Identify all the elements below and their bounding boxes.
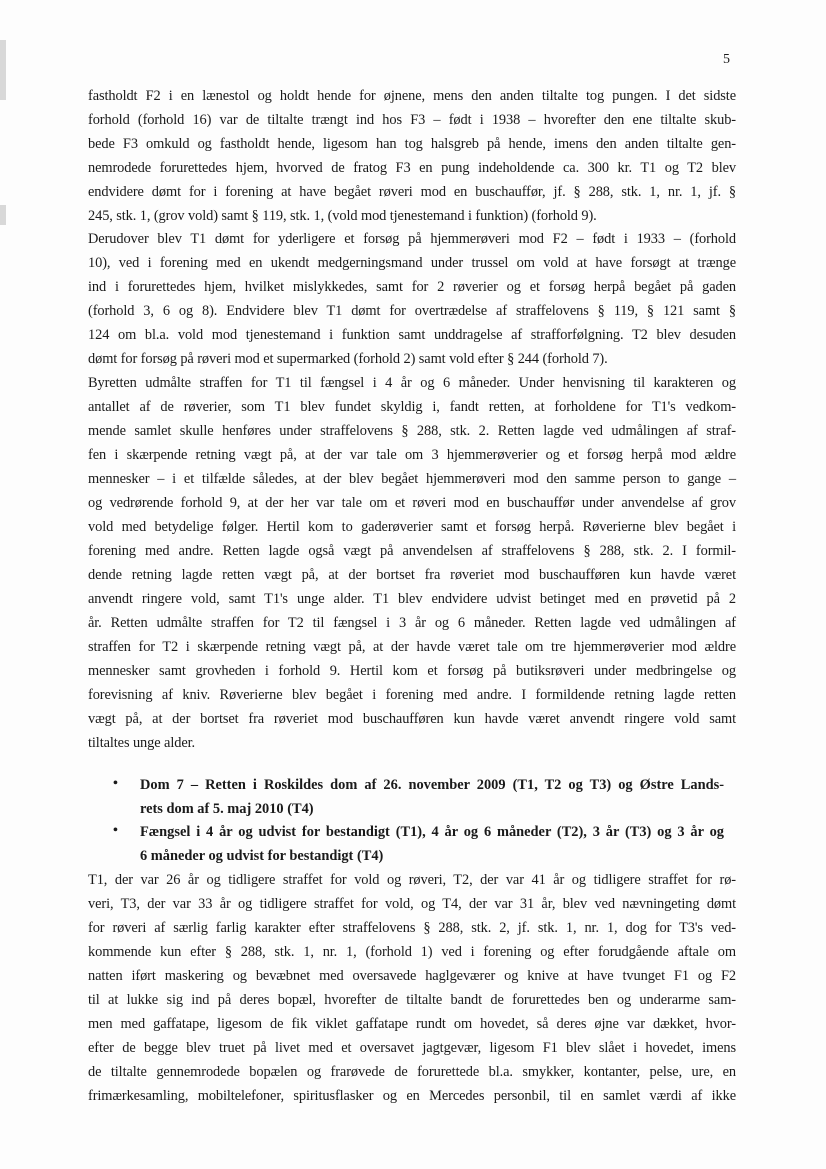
text-line: veri, T3, der var 33 år og tidligere straffet for vold, og T4, der var 31 år, blev ved nævningeting dømt <box>88 896 736 912</box>
bullet-text-line: Dom 7 – Retten i Roskildes dom af 26. november 2009 (T1, T2 og T3) og Østre Lands- <box>140 777 724 793</box>
text-line: ind i forurettedes hjem, hvilket mislykkedes, samt for 2 røverier og et forsøg herpå begået på gaden <box>88 279 736 295</box>
text-line: straffen for T2 i skærpende retning vægt på, at der havde været tale om tre hjemmerøverier mod ældre <box>88 639 736 655</box>
text-line: dende retning lagde retten vægt på, at der bortset fra røveriet mod buschaufføren kun havde været <box>88 567 736 583</box>
text-line: efter de begge blev truet på livet med et oversavet jagtgevær, ligesom F1 blev slået i hovedet, imens <box>88 1040 736 1056</box>
bullet-text-line: 6 måneder og udvist for bestandigt (T4) <box>140 848 384 864</box>
text-line: antallet af de røverier, som T1 blev fundet skyldig i, fandt retten, at forholdene for T1's vedkom- <box>88 399 736 415</box>
text-line: vægt på, at der bortset fra røveriet mod buschaufføren kun havde været anvendt ringere vold samt <box>88 711 736 727</box>
text-line: fen i skærpende retning vægt på, at der var tale om 3 hjemmerøverier og et forsøg herpå mod ældre <box>88 447 736 463</box>
text-line: T1, der var 26 år og tidligere straffet for vold og røveri, T2, der var 41 år og tidligere straffet for rø- <box>88 872 736 888</box>
text-line: Byretten udmålte straffen for T1 til fængsel i 4 år og 6 måneder. Under henvisning til karakteren og <box>88 375 736 391</box>
text-line: for røveri af særlig farlig karakter efter straffelovens § 288, stk. 2, jf. stk. 1, nr. 1, dog for T3's ved- <box>88 920 736 936</box>
text-line: Derudover blev T1 dømt for yderligere et forsøg på hjemmerøveri mod F2 – født i 1933 – (forhold <box>88 231 736 247</box>
text-line: forening med andre. Retten lagde også vægt på anvendelsen af straffelovens § 288, stk. 2. I formil- <box>88 543 736 559</box>
text-line: og vedrørende forhold 9, at der her var tale om et røveri mod en buschauffør under anvendelse af grov <box>88 495 736 511</box>
text-line: 124 om bl.a. vold mod tjenestemand i funktion samt unddragelse af strafforfølgning. T2 blev desuden <box>88 327 736 343</box>
scan-edge-artifact <box>0 40 6 100</box>
text-line: men med gaffatape, ligesom de fik viklet gaffatape rundt om hovedet, så deres øjne var dækket, hvor- <box>88 1016 736 1032</box>
text-line: mennesker – i et tilfælde således, at der blev begået hjemmerøveri mod den samme person to gange – <box>88 471 736 487</box>
scan-edge-artifact <box>0 205 6 225</box>
text-line: forevisning af kniv. Røverierne blev begået i forening med andre. I formildende retning lagde retten <box>88 687 736 703</box>
text-line: bede F3 omkuld og fastholdt hende, ligesom han tog halsgreb på hende, imens den anden tiltalte gen- <box>88 136 736 152</box>
text-line: nemrodede forurettedes hjem, hvorved de fratog F3 en pung indeholdende ca. 300 kr. T1 og T2 blev <box>88 160 736 176</box>
text-line: frimærkesamling, mobiltelefoner, spiritusflasker og en Mercedes personbil, til en samlet værdi af ikke <box>88 1088 736 1104</box>
text-line: forhold (forhold 16) var de tiltalte trængt ind hos F3 – født i 1938 – hvorefter den ene tiltalte skub- <box>88 112 736 128</box>
text-line: vold med betydelige følger. Hertil kom to gaderøverier samt et forsøg herpå. Røverierne blev begået i <box>88 519 736 535</box>
text-line: kommende kun efter § 288, stk. 1, nr. 1, (forhold 1) ved i forening og efter forudgående aftale om <box>88 944 736 960</box>
text-line: mennesker samt grovheden i forhold 9. Hertil kom et forsøg på butiksrøveri under medbringelse og <box>88 663 736 679</box>
page-number: 5 <box>723 52 730 67</box>
text-line: år. Retten udmålte straffen for T2 til fængsel i 3 år og 6 måneder. Retten lagde ved udmålingen af <box>88 615 736 631</box>
text-line: 245, stk. 1, (grov vold) samt § 119, stk. 1, (vold mod tjenestemand i funktion) (forhold 9). <box>88 208 597 224</box>
bullet-text-line: rets dom af 5. maj 2010 (T4) <box>140 801 314 817</box>
text-line: mende samlet skulle henføres under straffelovens § 288, stk. 2. Retten lagde ved udmålingen af straf- <box>88 423 736 439</box>
bullet-icon: • <box>113 823 118 838</box>
text-line: fastholdt F2 i en lænestol og holdt hende for øjnene, mens den anden tiltalte tog pungen. I det sidste <box>88 88 736 104</box>
bullet-icon: • <box>113 776 118 791</box>
text-line: anvendt ringere vold, samt T1's unge alder. T1 blev endvidere udvist betinget med en prøvetid på 2 <box>88 591 736 607</box>
text-line: de tiltalte gennemrodede bopælen og frarøvede de forurettede bl.a. smykker, kontanter, pelse, ure, en <box>88 1064 736 1080</box>
text-line: dømt for forsøg på røveri mod et supermarked (forhold 2) samt vold efter § 244 (forhold 7). <box>88 351 608 367</box>
text-line: til at lukke sig ind på deres bopæl, hvorefter de tiltalte bandt de forurettedes ben og underarme sam- <box>88 992 736 1008</box>
text-line: (forhold 3, 6 og 8). Endvidere blev T1 dømt for overtrædelse af straffelovens § 119, § 121 samt § <box>88 303 736 319</box>
text-line: natten iført maskering og bevæbnet med oversavede haglgeværer og knive at have tvunget F1 og F2 <box>88 968 736 984</box>
text-line: tiltaltes unge alder. <box>88 735 195 751</box>
text-line: endvidere dømt for i forening at have begået røveri mod en buschauffør, jf. § 288, stk. 1, nr. 1, jf. § <box>88 184 736 200</box>
bullet-text-line: Fængsel i 4 år og udvist for bestandigt (T1), 4 år og 6 måneder (T2), 3 år (T3) og 3 år og <box>140 824 724 840</box>
text-line: 10), ved i forening med en ukendt medgerningsmand under trussel om vold at have forsøgt at trænge <box>88 255 736 271</box>
